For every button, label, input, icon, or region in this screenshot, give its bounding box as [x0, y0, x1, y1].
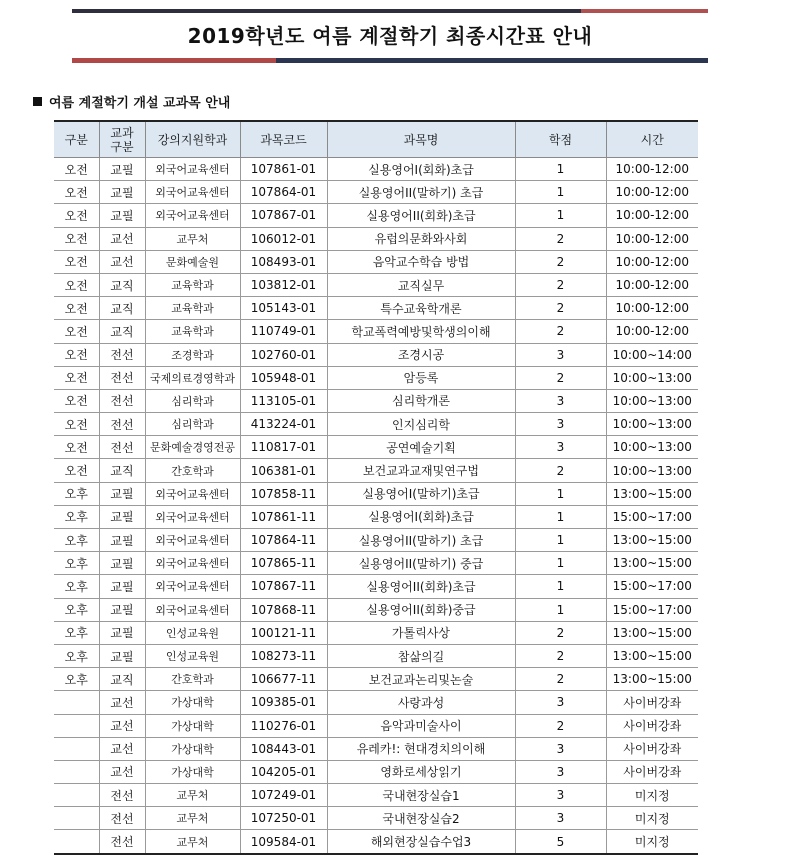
- cell-category: 교필: [99, 598, 145, 621]
- cell-category: 교필: [99, 529, 145, 552]
- cell-code: 110817-01: [240, 436, 327, 459]
- title-banner: [72, 9, 708, 63]
- cell-course: 실용영어II(회화)중급: [327, 598, 515, 621]
- cell-course: 교직실무: [327, 273, 515, 296]
- cell-category: 교필: [99, 575, 145, 598]
- cell-code: 110749-01: [240, 320, 327, 343]
- cell-course: 공연예술기획: [327, 436, 515, 459]
- cell-code: 105143-01: [240, 297, 327, 320]
- cell-code: 107867-01: [240, 204, 327, 227]
- cell-category: 교선: [99, 227, 145, 250]
- header-category-bottom: 구분: [110, 139, 134, 154]
- cell-credits: 2: [515, 621, 606, 644]
- cell-course: 참삶의길: [327, 644, 515, 667]
- cell-time: 사이버강좌: [606, 691, 698, 714]
- cell-course: 인지심리학: [327, 413, 515, 436]
- cell-credits: 1: [515, 529, 606, 552]
- header-department: 강의지원학과: [145, 121, 240, 158]
- cell-period: [54, 714, 99, 737]
- cell-category: 전선: [99, 830, 145, 854]
- cell-credits: 3: [515, 760, 606, 783]
- cell-code: 107861-01: [240, 158, 327, 181]
- cell-course: 음악교수학습 방법: [327, 250, 515, 273]
- cell-time: 10:00~13:00: [606, 459, 698, 482]
- cell-code: 106012-01: [240, 227, 327, 250]
- cell-period: 오전: [54, 366, 99, 389]
- cell-credits: 3: [515, 807, 606, 830]
- cell-department: 교육학과: [145, 320, 240, 343]
- cell-category: 교필: [99, 552, 145, 575]
- cell-course: 국내현장실습1: [327, 784, 515, 807]
- cell-period: 오전: [54, 227, 99, 250]
- header-category: [99, 121, 145, 158]
- cell-time: 13:00~15:00: [606, 621, 698, 644]
- table-row: [54, 227, 698, 250]
- cell-credits: 2: [515, 366, 606, 389]
- cell-time: 10:00-12:00: [606, 297, 698, 320]
- cell-credits: 3: [515, 389, 606, 412]
- cell-course: 실용영어II(말하기) 중급: [327, 552, 515, 575]
- cell-period: 오전: [54, 459, 99, 482]
- cell-time: 15:00~17:00: [606, 575, 698, 598]
- cell-category: 교선: [99, 737, 145, 760]
- cell-time: 사이버강좌: [606, 714, 698, 737]
- cell-credits: 1: [515, 181, 606, 204]
- header-code: 과목코드: [240, 121, 327, 158]
- cell-code: 107865-11: [240, 552, 327, 575]
- header-category-top: 교과: [110, 125, 134, 140]
- cell-time: 미지정: [606, 807, 698, 830]
- table-row: [54, 737, 698, 760]
- cell-period: [54, 737, 99, 760]
- cell-code: 413224-01: [240, 413, 327, 436]
- table-row: [54, 760, 698, 783]
- table-row: [54, 691, 698, 714]
- table-row: [54, 714, 698, 737]
- cell-course: 유레카!: 현대경치의이해: [327, 737, 515, 760]
- cell-category: 교선: [99, 714, 145, 737]
- cell-time: 사이버강좌: [606, 760, 698, 783]
- cell-period: 오전: [54, 389, 99, 412]
- cell-department: 인성교육원: [145, 621, 240, 644]
- cell-course: 사랑과성: [327, 691, 515, 714]
- cell-period: 오전: [54, 158, 99, 181]
- cell-time: 10:00-12:00: [606, 250, 698, 273]
- cell-period: 오전: [54, 436, 99, 459]
- cell-code: 103812-01: [240, 273, 327, 296]
- cell-category: 교직: [99, 668, 145, 691]
- cell-course: 음악과미술사이: [327, 714, 515, 737]
- header-course: 과목명: [327, 121, 515, 158]
- cell-course: 학교폭력예방및학생의이해: [327, 320, 515, 343]
- cell-code: 110276-01: [240, 714, 327, 737]
- section-heading: [33, 92, 230, 111]
- cell-credits: 3: [515, 691, 606, 714]
- cell-category: 교직: [99, 297, 145, 320]
- cell-category: 교선: [99, 760, 145, 783]
- cell-credits: 3: [515, 784, 606, 807]
- cell-time: 10:00-12:00: [606, 158, 698, 181]
- table-row: [54, 505, 698, 528]
- course-table: [54, 120, 698, 855]
- cell-code: 108493-01: [240, 250, 327, 273]
- cell-time: 10:00~13:00: [606, 436, 698, 459]
- cell-time: 10:00~14:00: [606, 343, 698, 366]
- cell-credits: 2: [515, 668, 606, 691]
- cell-department: 외국어교육센터: [145, 505, 240, 528]
- table-row: [54, 668, 698, 691]
- cell-credits: 1: [515, 575, 606, 598]
- section-title: 여름 계절학기 개설 교과목 안내: [49, 96, 231, 111]
- cell-department: 교무처: [145, 227, 240, 250]
- cell-period: [54, 807, 99, 830]
- cell-department: 교육학과: [145, 273, 240, 296]
- table-row: [54, 250, 698, 273]
- cell-code: 107861-11: [240, 505, 327, 528]
- cell-credits: 2: [515, 714, 606, 737]
- cell-credits: 2: [515, 644, 606, 667]
- title-bottom-rule: [72, 58, 708, 63]
- table-row: [54, 181, 698, 204]
- cell-course: 유럽의문화와사회: [327, 227, 515, 250]
- cell-period: 오후: [54, 621, 99, 644]
- cell-department: 가상대학: [145, 691, 240, 714]
- cell-time: 13:00~15:00: [606, 668, 698, 691]
- cell-period: 오후: [54, 668, 99, 691]
- cell-code: 107858-11: [240, 482, 327, 505]
- cell-time: 10:00~13:00: [606, 366, 698, 389]
- cell-period: 오전: [54, 250, 99, 273]
- table-row: [54, 552, 698, 575]
- cell-department: 가상대학: [145, 737, 240, 760]
- cell-category: 교필: [99, 482, 145, 505]
- page-title: 2019학년도 여름 계절학기 최종시간표 안내: [187, 24, 593, 48]
- cell-credits: 2: [515, 250, 606, 273]
- table-row: [54, 459, 698, 482]
- cell-time: 15:00~17:00: [606, 598, 698, 621]
- cell-department: 문화예술경영전공: [145, 436, 240, 459]
- cell-course: 특수교육학개론: [327, 297, 515, 320]
- cell-course: 실용영어II(회화)초급: [327, 575, 515, 598]
- table-row: [54, 575, 698, 598]
- cell-department: 간호학과: [145, 459, 240, 482]
- cell-time: 10:00-12:00: [606, 227, 698, 250]
- cell-course: 해외현장실습수업3: [327, 830, 515, 854]
- cell-department: 교무처: [145, 807, 240, 830]
- cell-category: 교직: [99, 273, 145, 296]
- cell-period: 오전: [54, 343, 99, 366]
- cell-time: 미지정: [606, 830, 698, 854]
- cell-category: 교필: [99, 181, 145, 204]
- cell-course: 암등록: [327, 366, 515, 389]
- cell-period: 오후: [54, 529, 99, 552]
- cell-time: 13:00~15:00: [606, 529, 698, 552]
- cell-code: 107864-11: [240, 529, 327, 552]
- cell-department: 조경학과: [145, 343, 240, 366]
- cell-period: 오전: [54, 297, 99, 320]
- cell-code: 107250-01: [240, 807, 327, 830]
- cell-period: 오후: [54, 598, 99, 621]
- table-row: [54, 320, 698, 343]
- cell-credits: 1: [515, 482, 606, 505]
- cell-department: 간호학과: [145, 668, 240, 691]
- cell-time: 사이버강좌: [606, 737, 698, 760]
- cell-time: 13:00~15:00: [606, 644, 698, 667]
- cell-category: 교필: [99, 505, 145, 528]
- cell-period: 오후: [54, 552, 99, 575]
- table-row: [54, 297, 698, 320]
- cell-credits: 3: [515, 413, 606, 436]
- table-row: [54, 436, 698, 459]
- cell-code: 113105-01: [240, 389, 327, 412]
- cell-department: 심리학과: [145, 413, 240, 436]
- header-credits: 학점: [515, 121, 606, 158]
- cell-department: 외국어교육센터: [145, 598, 240, 621]
- cell-code: 100121-11: [240, 621, 327, 644]
- cell-credits: 2: [515, 320, 606, 343]
- cell-department: 심리학과: [145, 389, 240, 412]
- cell-code: 107864-01: [240, 181, 327, 204]
- cell-code: 102760-01: [240, 343, 327, 366]
- cell-course: 실용영어I(말하기)초급: [327, 482, 515, 505]
- cell-category: 전선: [99, 784, 145, 807]
- table-row: [54, 343, 698, 366]
- cell-code: 106677-11: [240, 668, 327, 691]
- cell-code: 107868-11: [240, 598, 327, 621]
- cell-course: 실용영어II(회화)초급: [327, 204, 515, 227]
- cell-course: 보건교과교재및연구법: [327, 459, 515, 482]
- cell-time: 15:00~17:00: [606, 505, 698, 528]
- table-row: [54, 366, 698, 389]
- square-bullet-icon: [33, 97, 42, 106]
- cell-time: 10:00~13:00: [606, 389, 698, 412]
- cell-credits: 1: [515, 158, 606, 181]
- cell-period: 오후: [54, 505, 99, 528]
- cell-time: 10:00~13:00: [606, 413, 698, 436]
- cell-time: 10:00-12:00: [606, 181, 698, 204]
- cell-department: 교무처: [145, 830, 240, 854]
- cell-code: 106381-01: [240, 459, 327, 482]
- cell-course: 실용영어I(회화)초급: [327, 505, 515, 528]
- cell-course: 보건교과논리및논술: [327, 668, 515, 691]
- cell-category: 교선: [99, 691, 145, 714]
- table-row: [54, 413, 698, 436]
- cell-department: 교육학과: [145, 297, 240, 320]
- cell-category: 교직: [99, 459, 145, 482]
- cell-category: 교필: [99, 644, 145, 667]
- cell-department: 외국어교육센터: [145, 158, 240, 181]
- cell-credits: 3: [515, 343, 606, 366]
- cell-course: 영화로세상읽기: [327, 760, 515, 783]
- cell-time: 미지정: [606, 784, 698, 807]
- table-row: [54, 830, 698, 854]
- table-row: [54, 644, 698, 667]
- cell-period: [54, 691, 99, 714]
- cell-code: 109584-01: [240, 830, 327, 854]
- cell-course: 실용영어II(말하기) 초급: [327, 181, 515, 204]
- cell-time: 13:00~15:00: [606, 552, 698, 575]
- cell-department: 외국어교육센터: [145, 575, 240, 598]
- cell-credits: 3: [515, 436, 606, 459]
- cell-category: 전선: [99, 389, 145, 412]
- cell-credits: 1: [515, 204, 606, 227]
- cell-department: 외국어교육센터: [145, 482, 240, 505]
- cell-time: 10:00-12:00: [606, 320, 698, 343]
- cell-code: 105948-01: [240, 366, 327, 389]
- cell-department: 가상대학: [145, 714, 240, 737]
- cell-credits: 1: [515, 598, 606, 621]
- cell-period: 오전: [54, 181, 99, 204]
- cell-code: 108273-11: [240, 644, 327, 667]
- table-row: [54, 807, 698, 830]
- cell-department: 외국어교육센터: [145, 529, 240, 552]
- cell-category: 교필: [99, 621, 145, 644]
- cell-period: 오후: [54, 644, 99, 667]
- table-header-row: [54, 121, 698, 158]
- cell-code: 108443-01: [240, 737, 327, 760]
- table-row: [54, 482, 698, 505]
- cell-credits: 1: [515, 552, 606, 575]
- cell-department: 교무처: [145, 784, 240, 807]
- cell-credits: 2: [515, 273, 606, 296]
- table-row: [54, 389, 698, 412]
- header-period: 구분: [54, 121, 99, 158]
- cell-period: [54, 760, 99, 783]
- cell-period: 오전: [54, 273, 99, 296]
- cell-code: 104205-01: [240, 760, 327, 783]
- cell-credits: 2: [515, 297, 606, 320]
- cell-credits: 5: [515, 830, 606, 854]
- cell-time: 13:00~15:00: [606, 482, 698, 505]
- cell-code: 107867-11: [240, 575, 327, 598]
- cell-course: 실용영어I(회화)초급: [327, 158, 515, 181]
- cell-course: 조경시공: [327, 343, 515, 366]
- title-top-rule: [72, 9, 708, 13]
- cell-period: 오후: [54, 575, 99, 598]
- cell-category: 전선: [99, 366, 145, 389]
- table-row: [54, 204, 698, 227]
- cell-department: 문화예술원: [145, 250, 240, 273]
- table-row: [54, 598, 698, 621]
- cell-time: 10:00-12:00: [606, 204, 698, 227]
- cell-course: 국내현장실습2: [327, 807, 515, 830]
- header-time: 시간: [606, 121, 698, 158]
- cell-credits: 2: [515, 459, 606, 482]
- cell-category: 교직: [99, 320, 145, 343]
- cell-category: 교필: [99, 158, 145, 181]
- table-row: [54, 529, 698, 552]
- cell-department: 국제의료경영학과: [145, 366, 240, 389]
- cell-department: 가상대학: [145, 760, 240, 783]
- cell-course: 심리학개론: [327, 389, 515, 412]
- cell-category: 전선: [99, 807, 145, 830]
- cell-period: [54, 830, 99, 854]
- cell-period: 오후: [54, 482, 99, 505]
- table-row: [54, 784, 698, 807]
- cell-period: [54, 784, 99, 807]
- cell-course: 가톨릭사상: [327, 621, 515, 644]
- cell-department: 인성교육원: [145, 644, 240, 667]
- cell-category: 전선: [99, 436, 145, 459]
- cell-period: 오전: [54, 320, 99, 343]
- cell-category: 전선: [99, 343, 145, 366]
- cell-code: 107249-01: [240, 784, 327, 807]
- cell-credits: 1: [515, 505, 606, 528]
- cell-time: 10:00-12:00: [606, 273, 698, 296]
- cell-category: 교선: [99, 250, 145, 273]
- cell-course: 실용영어II(말하기) 초급: [327, 529, 515, 552]
- cell-period: 오전: [54, 204, 99, 227]
- table-row: [54, 158, 698, 181]
- table-row: [54, 273, 698, 296]
- table-row: [54, 621, 698, 644]
- cell-category: 전선: [99, 413, 145, 436]
- cell-department: 외국어교육센터: [145, 181, 240, 204]
- cell-department: 외국어교육센터: [145, 204, 240, 227]
- cell-code: 109385-01: [240, 691, 327, 714]
- cell-department: 외국어교육센터: [145, 552, 240, 575]
- cell-period: 오전: [54, 413, 99, 436]
- cell-category: 교필: [99, 204, 145, 227]
- cell-credits: 3: [515, 737, 606, 760]
- cell-credits: 2: [515, 227, 606, 250]
